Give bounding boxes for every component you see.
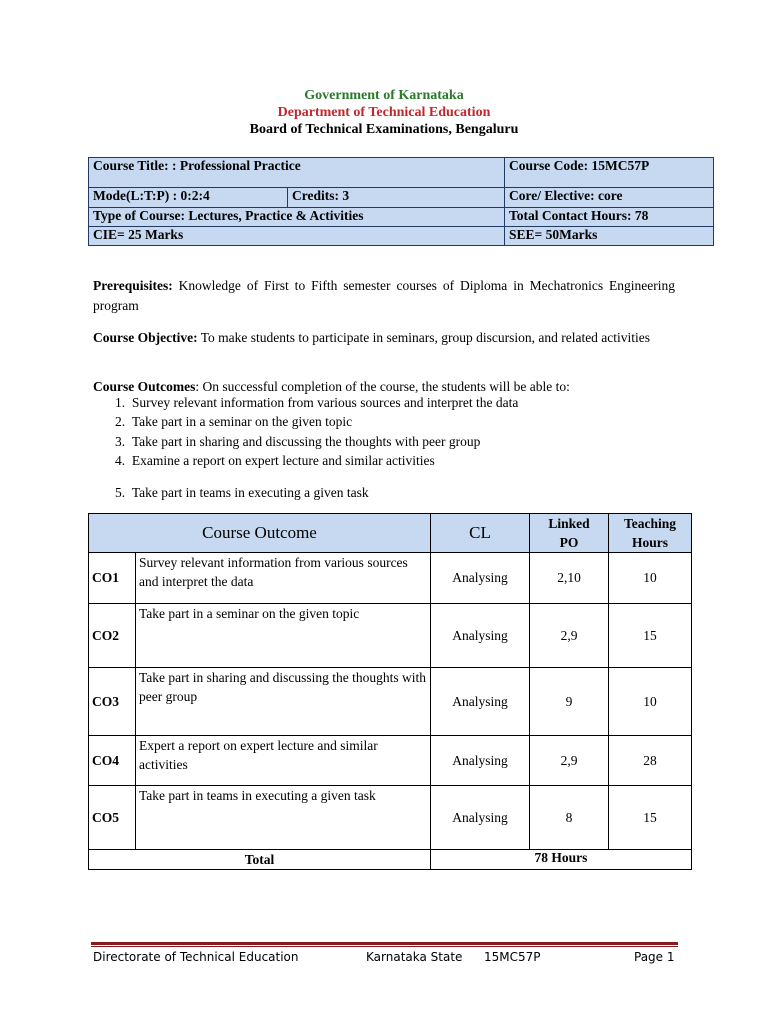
course-hours: Total Contact Hours: 78: [505, 208, 714, 227]
co-po: 8: [530, 786, 609, 850]
co-cl: Analysing: [431, 604, 530, 668]
course-info-table: [88, 157, 714, 246]
footer-rule: [91, 942, 678, 945]
header-government: Government of Karnataka: [304, 88, 464, 103]
objective-label: Course Objective:: [93, 330, 198, 345]
co-hours: 28: [609, 736, 692, 786]
list-item: 5. Take part in teams in executing a given task: [115, 485, 369, 500]
prerequisites-paragraph: [93, 276, 675, 316]
footer-state: Karnataka State: [366, 950, 463, 964]
course-type: Type of Course: Lectures, Practice & Activities: [89, 208, 505, 227]
objective-paragraph: [93, 328, 675, 348]
co-id: CO3: [89, 668, 136, 736]
footer-page: Page 1: [634, 950, 675, 964]
footer-code: 15MC57P: [484, 950, 541, 964]
footer-rule-thin: [91, 946, 678, 947]
header-course-outcome: Course Outcome: [89, 514, 431, 553]
co-description: Take part in a seminar on the given topic: [136, 604, 431, 668]
outcomes-intro: : On successful completion of the course, the students will be able to:: [195, 379, 570, 394]
header-teaching-hours: [609, 514, 692, 553]
co-hours: 15: [609, 786, 692, 850]
co-hours: 15: [609, 604, 692, 668]
co-description: Expert a report on expert lecture and similar activities: [136, 736, 431, 786]
table-row: [89, 736, 692, 786]
header-linked-po: [530, 514, 609, 553]
co-po: 2,9: [530, 736, 609, 786]
co-po: 2,10: [530, 553, 609, 604]
footer-directorate: Directorate of Technical Education: [93, 950, 299, 964]
list-item: 3. Take part in sharing and discussing the thoughts with peer group: [115, 434, 481, 449]
list-item: 2. Take part in a seminar on the given topic: [115, 414, 353, 429]
header-hours-line2: Hours: [631, 535, 668, 550]
header-board: Board of Technical Examinations, Bengaluru: [249, 122, 519, 137]
header-cl: CL: [431, 514, 530, 553]
total-row: [89, 850, 692, 870]
total-value: 78 Hours: [431, 850, 692, 870]
co-description: Survey relevant information from various sources and interpret the data: [136, 553, 431, 604]
list-item: 4. Examine a report on expert lecture and similar activities: [115, 453, 435, 468]
course-title: Course Title: : Professional Practice: [89, 158, 505, 188]
header-hours-line1: Teaching: [623, 516, 677, 531]
prerequisites-text: Knowledge of First to Fifth semester courses of Diploma in Mechatronics Engineering program: [93, 278, 676, 313]
table-row: [89, 786, 692, 850]
course-credits: Credits: 3: [288, 188, 505, 208]
course-see: SEE= 50Marks: [505, 227, 714, 246]
co-id: CO1: [89, 553, 136, 604]
list-item: 1. Survey relevant information from various sources and interpret the data: [115, 395, 519, 410]
outcomes-heading: [93, 377, 675, 397]
course-outcome-table: [88, 513, 692, 870]
co-cl: Analysing: [431, 668, 530, 736]
co-id: CO2: [89, 604, 136, 668]
outcomes-label: Course Outcomes: [93, 379, 196, 394]
objective-text: To make students to participate in seminars, group discursion, and related activities: [200, 330, 651, 345]
co-description: Take part in teams in executing a given task: [136, 786, 431, 850]
total-label: Total: [89, 850, 431, 870]
co-id: CO4: [89, 736, 136, 786]
course-core: Core/ Elective: core: [505, 188, 714, 208]
co-hours: 10: [609, 553, 692, 604]
table-row: [89, 604, 692, 668]
table-row: [89, 553, 692, 604]
co-hours: 10: [609, 668, 692, 736]
co-cl: Analysing: [431, 736, 530, 786]
header-po-line2: PO: [559, 535, 579, 550]
co-cl: Analysing: [431, 553, 530, 604]
course-code: Course Code: 15MC57P: [505, 158, 714, 188]
course-mode: Mode(L:T:P) : 0:2:4: [89, 188, 288, 208]
co-id: CO5: [89, 786, 136, 850]
co-po: 2,9: [530, 604, 609, 668]
course-cie: CIE= 25 Marks: [89, 227, 505, 246]
co-description: Take part in sharing and discussing the thoughts with peer group: [136, 668, 431, 736]
header-po-line1: Linked: [548, 516, 590, 531]
header-department: Department of Technical Education: [277, 105, 491, 120]
co-cl: Analysing: [431, 786, 530, 850]
co-po: 9: [530, 668, 609, 736]
prerequisites-label: Prerequisites:: [93, 278, 173, 293]
table-row: [89, 668, 692, 736]
